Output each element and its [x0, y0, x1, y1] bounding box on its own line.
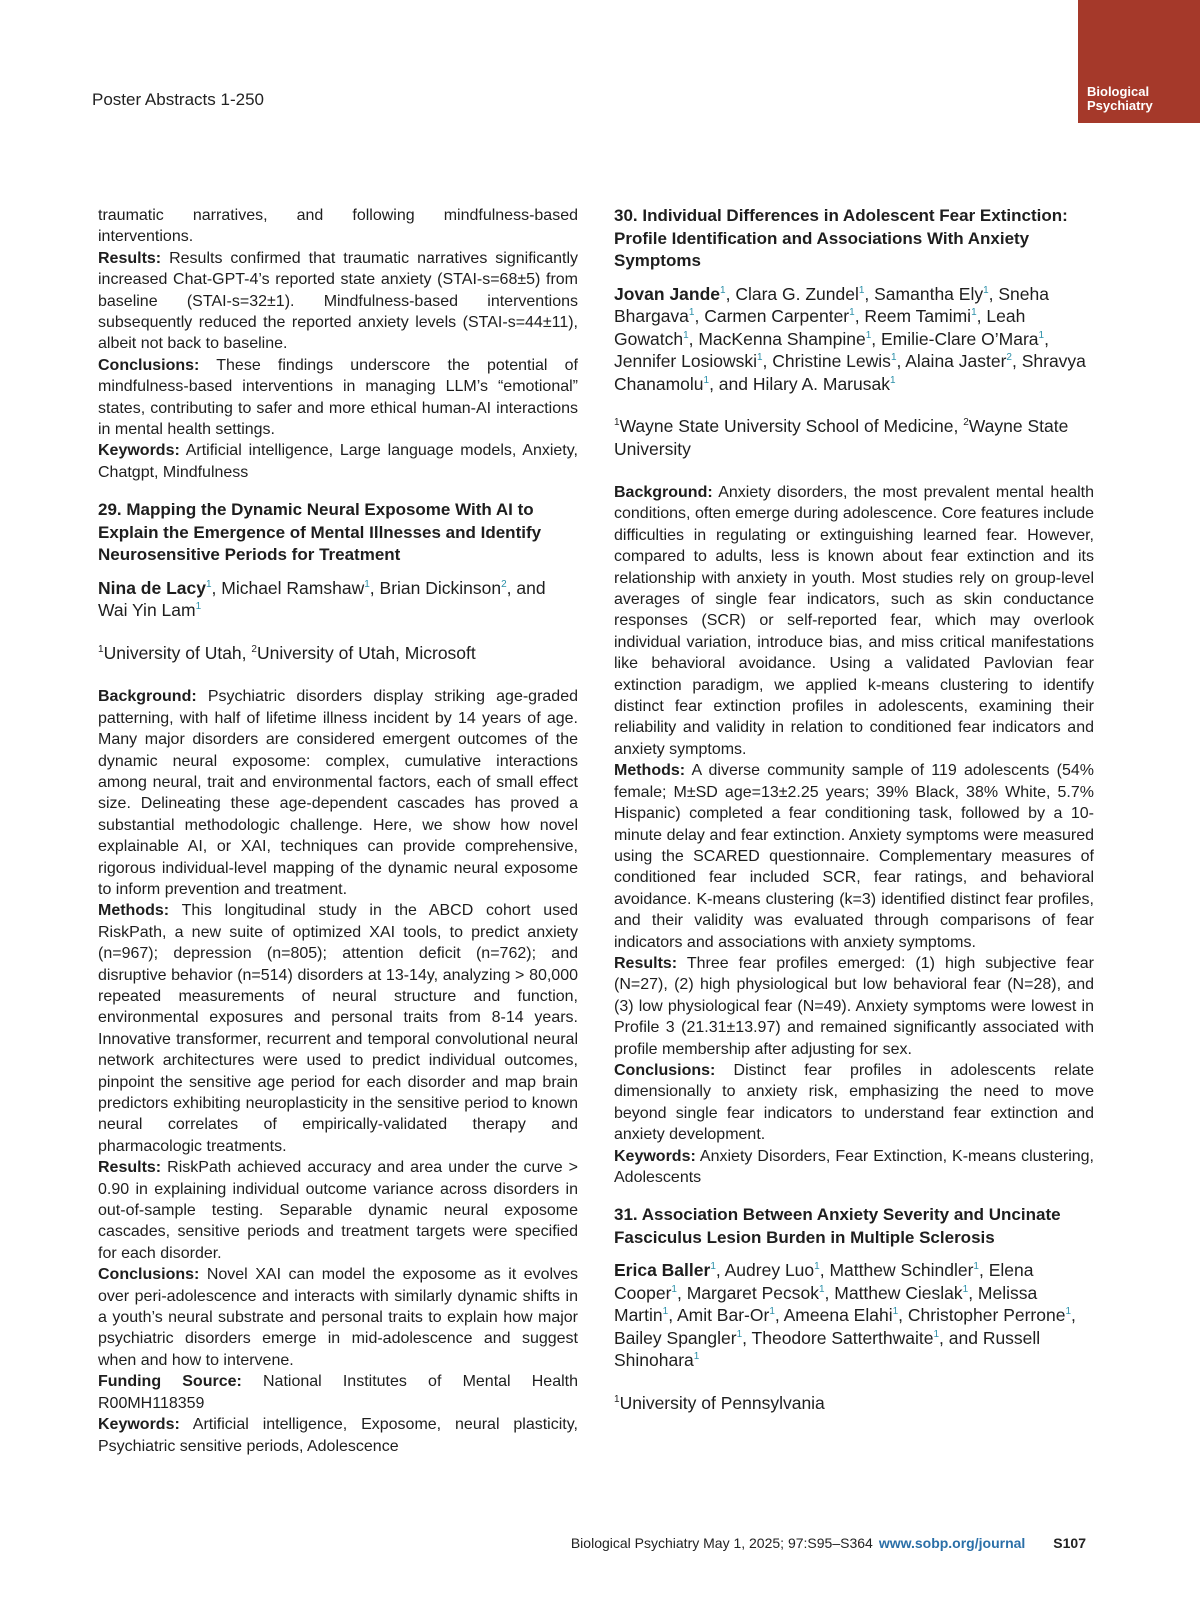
author-name: Erica Baller [614, 1260, 711, 1281]
affiliation-mark: 1 [614, 417, 620, 428]
results-label: Results: [98, 1159, 162, 1177]
author-name: , and Hilary A. Marusak [709, 373, 890, 394]
author-name: , Bailey Spangler [614, 1305, 1076, 1348]
author-affiliation-mark: 1 [1038, 329, 1045, 341]
footer-citation: Biological Psychiatry May 1, 2025; 97:S95–S364 [570, 1535, 873, 1551]
page-footer [0, 1535, 1086, 1551]
abstract-29-methods [98, 900, 578, 1157]
running-head: Poster Abstracts 1-250 [92, 90, 264, 109]
author-affiliation-mark: 1 [971, 307, 977, 318]
left-column [98, 205, 578, 1457]
author-affiliation-mark: 1 [849, 307, 855, 318]
abstract-28-continuation: traumatic narratives, and following mindfulness-based interventions. [98, 207, 578, 246]
author-affiliation-mark: 1 [688, 307, 695, 318]
funding-text: National Institutes of Mental Health R00MH118359 [98, 1373, 578, 1412]
author-name: , Brian Dickinson [369, 577, 502, 598]
abstract-30-keywords [614, 1146, 1094, 1189]
author-affiliation-mark: 1 [710, 1261, 716, 1273]
author-name: , Sneha Bhargava [614, 283, 1049, 326]
author-name: , and Russell Shinohara [614, 1327, 1041, 1371]
abstract-30-methods [614, 760, 1094, 953]
methods-text: This longitudinal study in the ABCD cohort used RiskPath, a new suite of optimized XAI tools, to predict anxiety (n=967); depression (n=805); attention deficit (n=762); and disruptive behavior (n=514) disorders at 13-14y, analyzing > 80,000 repeated measurements of neural structure and function, environmental exposures and personal traits from 8-14 years. Innovative transformer, recurrent and temporal convolutional neural network architectures were used to predict individual outcomes, pinpoint the sensitive age period for each disorder and map brain predictors exhibiting neuroplasticity in the sensitive period to known neural correlates of empirically-validated therapy and pharmacologic treatments. [98, 902, 578, 1155]
author-name: , Emilie-Clare O’Mara [871, 328, 1039, 349]
page-number: S107 [1053, 1535, 1086, 1551]
abstract-30-conclusions [614, 1060, 1094, 1146]
abstract-29-conclusions [98, 1264, 578, 1371]
author-name: , Theodore Satterthwaite [742, 1327, 934, 1348]
keywords-text: Anxiety Disorders, Fear Extinction, K-means clustering, Adolescents [614, 1147, 1094, 1186]
results-text: Results confirmed that traumatic narratives significantly increased Chat-GPT-4’s reported state anxiety (STAI-s=68±5) from baseline (STAI-s=32±1). Mindfulness-based interventions subsequently reduced the reported anxiety levels (STAI-s=44±11), albeit not back to baseline. [98, 249, 578, 353]
author-affiliation-mark: 1 [683, 329, 689, 341]
author-name: , Melissa Martin [614, 1282, 1038, 1326]
conclusions-text: Distinct fear profiles in adolescents relate dimensionally to anxiety risk, emphasizing the need to move beyond single fear indicators to understand fear extinction and anxiety development. [614, 1061, 1094, 1144]
abstract-31-title: 31. Association Between Anxiety Severity and Uncinate Fasciculus Lesion Burden in Multiple Sclerosis [614, 1205, 1061, 1247]
author-affiliation-mark: 1 [865, 329, 872, 341]
journal-name-line2: Psychiatry [1087, 98, 1153, 113]
abstract-30-results [614, 953, 1094, 1060]
affiliation: University of Utah, Microsoft [256, 642, 476, 663]
author-affiliation-mark: 1 [769, 1306, 775, 1318]
abstract-29-keywords [98, 1414, 578, 1457]
author-affiliation-mark: 1 [736, 1328, 743, 1340]
author-name: , MacKenna Shampine [688, 328, 866, 349]
abstract-31-authors [614, 1259, 1094, 1372]
keywords-label: Keywords: [98, 442, 180, 460]
affiliation-mark: 1 [614, 1393, 620, 1405]
abstract-30-title: 30. Individual Differences in Adolescent Fear Extinction: Profile Identification and Associations With Anxiety Symptoms [614, 206, 1068, 270]
author-affiliation-mark: 1 [962, 1283, 969, 1295]
author-name: , Reem Tamimi [854, 306, 972, 326]
keywords-text: Artificial intelligence, Large language models, Anxiety, Chatgpt, Mindfulness [98, 442, 578, 481]
abstract-29-results [98, 1157, 578, 1264]
author-affiliation-mark: 1 [890, 352, 897, 363]
results-label: Results: [98, 249, 162, 267]
results-text: Three fear profiles emerged: (1) high subjective fear (N=27), (2) high physiological but low behavioral fear (N=28), and (3) low physiological fear (N=49). Anxiety symptoms were lowest in Profile 3 (21.31±13.97) and remained significantly associated with profile membership after adjusting for sex. [614, 954, 1094, 1058]
abstract-31-affiliations [614, 1392, 1094, 1415]
conclusions-text: These findings underscore the potential of mindfulness-based interventions in managing LLM’s “emotional” states, contributing to safer and more ethical human-AI interactions in mental health settings. [98, 356, 578, 439]
conclusions-label: Conclusions: [98, 1266, 200, 1284]
author-affiliation-mark: 2 [1006, 352, 1012, 363]
author-affiliation-mark: 1 [892, 1306, 899, 1318]
results-text: RiskPath achieved accuracy and area under the curve > 0.90 in explaining individual outcome variance across disorders in out-of-sample testing. Separable dynamic neural exposome cascades, sensitive periods and treatment targets were specified for each disorder. [98, 1159, 578, 1262]
journal-logo-tab [1078, 0, 1200, 123]
author-affiliation-mark: 1 [756, 352, 763, 363]
background-label: Background: [614, 484, 713, 501]
author-affiliation-mark: 1 [720, 284, 726, 296]
funding-label: Funding Source: [98, 1373, 242, 1391]
abstract-28-conclusions [98, 355, 578, 441]
abstract-30-background [614, 482, 1094, 760]
author-affiliation-mark: 1 [364, 578, 370, 590]
abstract-30-affiliations [614, 415, 1094, 460]
author-affiliation-mark: 1 [671, 1283, 677, 1295]
author-affiliation-mark: 1 [205, 578, 212, 590]
author-name: , Audrey Luo [715, 1260, 815, 1281]
author-affiliation-mark: 2 [501, 578, 507, 590]
author-name: Nina de Lacy [98, 577, 206, 598]
methods-label: Methods: [614, 762, 686, 780]
conclusions-label: Conclusions: [98, 356, 200, 374]
affiliation: University of Utah, [103, 642, 252, 663]
author-affiliation-mark: 1 [1065, 1306, 1072, 1318]
keywords-label: Keywords: [98, 1416, 180, 1434]
abstract-29-title: 29. Mapping the Dynamic Neural Exposome With AI to Explain the Emergence of Mental Illnesses and Identify Neurosensitive Periods for Treatment [98, 500, 542, 565]
author-name: Jovan Jande [614, 283, 721, 304]
background-label: Background: [98, 688, 197, 706]
author-name: , Samantha Ely [864, 283, 984, 304]
abstract-29-funding [98, 1371, 578, 1414]
author-name: , Alaina Jaster [896, 351, 1007, 371]
background-text: Anxiety disorders, the most prevalent mental health conditions, often emerge during adolescence. Core features include difficulties in regulating or extinguishing learned fear. However, compared to adults, less is known about fear extinction and its relationship with anxiety in youth. Most studies rely on group-level averages of single fear indicators, such as skin conductance responses (SCR) or self-reported fear, which may overlook individual variation, introduce bias, and miss critical manifestations like behavioral avoidance. Using a validated Pavlovian fear extinction paradigm, we applied k-means clustering to identify distinct fear extinction profiles in adolescents, examining their reliability and validity in relation to conditioned fear indicators and anxiety symptoms. [614, 484, 1094, 758]
background-text: Psychiatric disorders display striking age-graded patterning, with half of lifetime illness incident by 14 years of age. Many major disorders are considered emergent outcomes of the dynamic neural exposome: complex, cumulative interactions among neural, trait and environmental factors, each of small effect size. Delineating these age-dependent cascades has proved a substantial methodologic challenge. Here, we show how novel explainable AI, or XAI, techniques can provide comprehensive, rigorous individual-level mapping of the dynamic neural exposome to inform prevention and treatment. [98, 688, 578, 898]
author-name: , Matthew Schindler [819, 1260, 974, 1281]
author-name: , Clara G. Zundel [725, 283, 859, 304]
right-column [614, 205, 1094, 1436]
affiliation: Wayne State University School of Medicine, [619, 416, 964, 436]
abstract-28-results [98, 248, 578, 355]
keywords-label: Keywords: [614, 1147, 696, 1165]
author-name: , Shravya Chanamolu [614, 351, 1086, 394]
methods-text: A diverse community sample of 119 adolescents (54% female; M±SD age=13±2.25 years; 39% Black, 38% White, 5.7% Hispanic) completed a fear conditioning task, followed by a 10-minute delay and fear extinction. Anxiety symptoms were measured using the SCARED questionnaire. Complementary measures of conditioned fear included SCR, fear ratings, and behavioral avoidance. K-means clustering (k=3) identified distinct fear profiles, and their validity was evaluated through comparisons of fear indicators and associations with anxiety symptoms. [614, 762, 1094, 951]
author-affiliation-mark: 1 [195, 601, 202, 613]
author-name: , Christine Lewis [762, 351, 891, 371]
author-affiliation-mark: 1 [814, 1261, 820, 1273]
author-name: , Amit Bar-Or [668, 1305, 770, 1326]
author-affiliation-mark: 1 [818, 1283, 825, 1295]
author-affiliation-mark: 1 [889, 374, 896, 386]
author-affiliation-mark: 1 [858, 284, 865, 296]
author-name: , Jennifer Losiowski [614, 328, 1049, 371]
abstract-30-authors [614, 283, 1094, 396]
author-name: , Matthew Cieslak [824, 1282, 963, 1303]
author-name: , Ameena Elahi [774, 1305, 893, 1326]
abstract-29-affiliations [98, 642, 578, 665]
author-affiliation-mark: 1 [933, 1328, 940, 1340]
author-name: , Elena Cooper [614, 1260, 1034, 1303]
journal-url-link[interactable]: www.sobp.org/journal [878, 1535, 1026, 1551]
affiliation-mark: 2 [963, 417, 969, 428]
author-name: , and Wai Yin Lam [98, 577, 546, 621]
affiliation: University of Pennsylvania [619, 1392, 825, 1413]
author-affiliation-mark: 1 [662, 1306, 669, 1318]
author-name: , Leah Gowatch [614, 306, 1026, 349]
keywords-text: Artificial intelligence, Exposome, neural plasticity, Psychiatric sensitive periods, Adolescence [98, 1416, 578, 1455]
author-name: , Carmen Carpenter [694, 306, 850, 326]
conclusions-label: Conclusions: [614, 1061, 716, 1079]
affiliation: Wayne State University [614, 416, 1069, 459]
author-name: , Margaret Pecsok [676, 1282, 819, 1303]
author-affiliation-mark: 1 [983, 284, 989, 296]
abstract-29-background [98, 686, 578, 900]
conclusions-text: Novel XAI can model the exposome as it evolves over peri-adolescence and interacts with similarly dynamic shifts in a youth’s neural substrate and personal traits to explain how major psychiatric disorders emerge in mid-adolescence and suggest when and how to intervene. [98, 1266, 578, 1369]
affiliation-mark: 1 [98, 643, 104, 655]
author-affiliation-mark: 1 [703, 374, 710, 386]
author-affiliation-mark: 1 [693, 1351, 700, 1363]
abstract-28-keywords [98, 440, 578, 483]
abstract-29-authors [98, 577, 578, 622]
author-affiliation-mark: 1 [973, 1261, 979, 1273]
journal-name-line1: Biological [1087, 84, 1150, 99]
affiliation-mark: 2 [251, 643, 257, 655]
methods-label: Methods: [98, 902, 170, 920]
results-label: Results: [614, 954, 678, 972]
author-name: , Christopher Perrone [898, 1305, 1066, 1326]
author-name: , Michael Ramshaw [211, 577, 365, 598]
